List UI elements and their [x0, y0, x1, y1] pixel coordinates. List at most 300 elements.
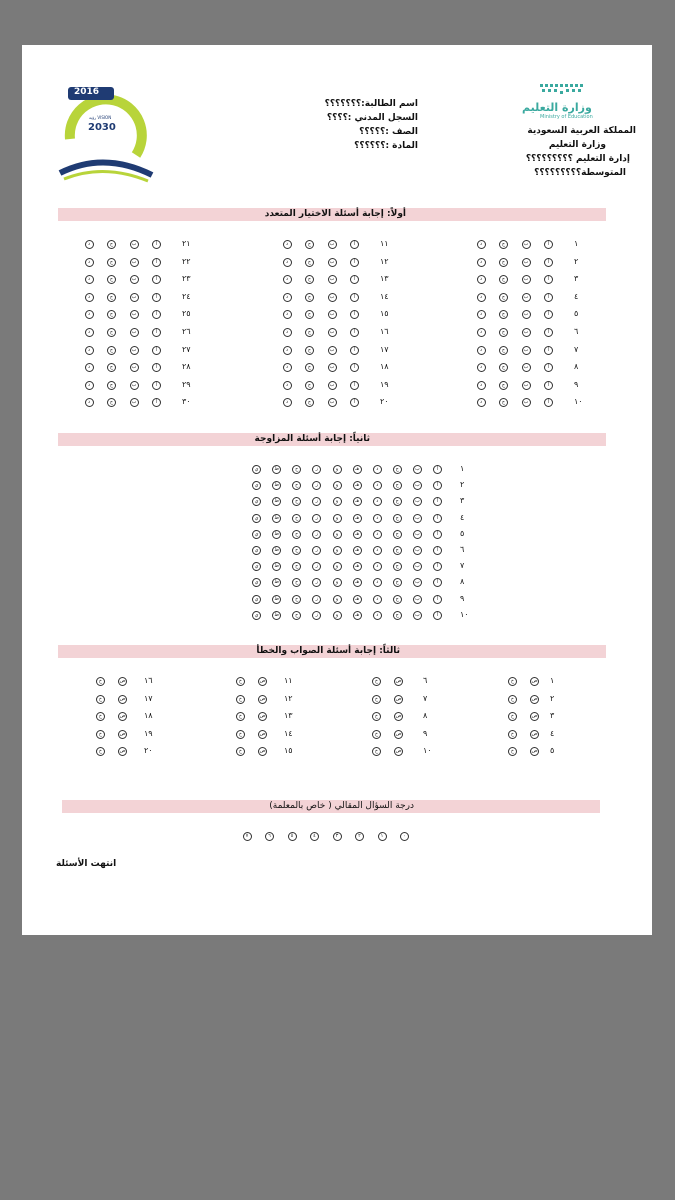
truefalse-option-bubble[interactable]: خ — [372, 695, 381, 704]
essay-grade-bubble[interactable]: ٦ — [265, 832, 274, 841]
mcq-question-number: ١٦ — [380, 327, 389, 336]
mcq-option-bubble[interactable]: أ — [350, 346, 359, 355]
mcq-option-bubble[interactable]: د — [477, 328, 486, 337]
mcq-option-bubble[interactable]: ب — [522, 275, 531, 284]
matching-option-bubble[interactable]: هـ — [353, 481, 362, 490]
mcq-option-bubble[interactable]: ب — [328, 346, 337, 355]
mcq-option-bubble[interactable]: د — [283, 293, 292, 302]
matching-option-bubble[interactable]: د — [373, 595, 382, 604]
matching-option-bubble[interactable]: ي — [252, 481, 261, 490]
truefalse-option-bubble[interactable]: ص — [259, 695, 266, 702]
truefalse-option-bubble[interactable]: خ — [508, 730, 517, 739]
truefalse-option-bubble[interactable]: ص — [395, 748, 402, 755]
truefalse-option-bubble[interactable]: ص — [259, 748, 266, 755]
matching-option-bubble[interactable]: ي — [252, 530, 261, 539]
matching-option-bubble[interactable]: ج — [393, 530, 402, 539]
mcq-option-bubble[interactable]: أ — [152, 240, 161, 249]
mcq-option-bubble[interactable]: د — [477, 381, 486, 390]
truefalse-option-bubble[interactable]: ص — [395, 713, 402, 720]
mcq-option-bubble[interactable]: أ — [152, 363, 161, 372]
mcq-option-bubble[interactable]: د — [477, 293, 486, 302]
matching-option-bubble[interactable]: أ — [433, 546, 442, 555]
truefalse-option-bubble[interactable]: خ — [372, 730, 381, 739]
mcq-option-bubble[interactable]: ج — [107, 381, 116, 390]
mcq-option-bubble[interactable]: د — [85, 293, 94, 302]
truefalse-option-bubble[interactable]: ص — [395, 730, 402, 737]
matching-option-bubble[interactable]: ي — [252, 578, 261, 587]
mcq-section-title: أولاً: إجابة أسئلة الاختيار المتعدد — [264, 209, 406, 219]
mcq-option-bubble[interactable]: د — [283, 346, 292, 355]
mcq-option-bubble[interactable]: ب — [130, 381, 139, 390]
mcq-option-bubble[interactable]: أ — [152, 293, 161, 302]
matching-option-bubble[interactable]: و — [333, 546, 342, 555]
mcq-option-bubble[interactable]: ب — [130, 258, 139, 267]
mcq-option-bubble[interactable]: ج — [107, 346, 116, 355]
truefalse-option-bubble[interactable]: ص — [259, 678, 266, 684]
mcq-option-bubble[interactable]: ب — [328, 293, 337, 302]
matching-option-bubble[interactable]: أ — [433, 465, 442, 474]
truefalse-question-number: ٢ — [550, 693, 555, 703]
truefalse-question-number: ١١ — [284, 676, 293, 685]
matching-option-bubble[interactable]: ب — [413, 530, 422, 539]
truefalse-question-number: ١٩ — [144, 728, 153, 738]
mcq-option-bubble[interactable]: ج — [499, 240, 508, 249]
subject-field: المادة :؟؟؟؟؟؟ — [354, 141, 418, 151]
matching-option-bubble[interactable]: ح — [292, 530, 301, 539]
matching-option-bubble[interactable]: ح — [292, 481, 301, 490]
truefalse-option-bubble[interactable]: ص — [531, 730, 538, 737]
mcq-option-bubble[interactable]: أ — [350, 363, 359, 372]
matching-option-bubble[interactable]: أ — [433, 595, 442, 604]
truefalse-option-bubble[interactable]: ص — [259, 713, 266, 720]
mcq-option-bubble[interactable]: ب — [522, 240, 531, 249]
mcq-option-bubble[interactable]: ب — [130, 293, 139, 302]
truefalse-option-bubble[interactable]: خ — [508, 677, 517, 686]
mcq-option-bubble[interactable]: ج — [107, 363, 116, 372]
mcq-option-bubble[interactable]: ج — [305, 328, 314, 337]
matching-option-bubble[interactable]: ز — [312, 530, 321, 539]
truefalse-option-bubble[interactable]: ص — [531, 678, 538, 684]
mcq-question-number: ٢١ — [182, 239, 191, 248]
mcq-option-bubble[interactable]: ج — [499, 293, 508, 302]
mcq-option-bubble[interactable]: ج — [305, 258, 314, 267]
truefalse-option-bubble[interactable]: خ — [372, 677, 381, 686]
matching-option-bubble[interactable]: ج — [393, 465, 402, 474]
matching-option-bubble[interactable]: د — [373, 546, 382, 555]
matching-option-bubble[interactable]: د — [373, 611, 382, 620]
mcq-option-bubble[interactable]: ب — [522, 293, 531, 302]
matching-option-bubble[interactable]: ز — [312, 562, 321, 571]
matching-option-bubble[interactable]: د — [373, 514, 382, 523]
matching-option-bubble[interactable]: ح — [292, 611, 301, 620]
mcq-question-number: ٢٩ — [182, 379, 191, 389]
mcq-option-bubble[interactable]: أ — [152, 310, 161, 319]
mcq-option-bubble[interactable]: ج — [499, 310, 508, 319]
mcq-option-bubble[interactable]: د — [85, 328, 94, 337]
truefalse-option-bubble[interactable]: خ — [236, 747, 245, 756]
mcq-question-number: ٢٦ — [182, 327, 191, 336]
matching-option-bubble[interactable]: هـ — [353, 497, 362, 506]
mcq-option-bubble[interactable]: أ — [152, 398, 161, 407]
matching-option-bubble[interactable]: ب — [413, 562, 422, 571]
matching-option-bubble[interactable]: ي — [252, 465, 261, 474]
mcq-question-number: ٢٨ — [182, 362, 191, 372]
truefalse-option-bubble[interactable]: ص — [259, 730, 266, 737]
mcq-option-bubble[interactable]: ب — [130, 398, 139, 407]
truefalse-question-number: ٩ — [423, 728, 428, 738]
mcq-option-bubble[interactable]: د — [283, 240, 292, 249]
mcq-option-bubble[interactable]: ج — [499, 363, 508, 372]
mcq-option-bubble[interactable]: د — [85, 240, 94, 249]
matching-option-bubble[interactable]: و — [333, 514, 342, 523]
matching-option-bubble[interactable]: أ — [433, 530, 442, 539]
matching-option-bubble[interactable]: هـ — [353, 578, 362, 587]
matching-option-bubble[interactable]: ج — [393, 595, 402, 604]
truefalse-option-bubble[interactable]: ص — [395, 678, 402, 684]
mcq-option-bubble[interactable]: ب — [130, 310, 139, 319]
matching-option-bubble[interactable]: أ — [433, 481, 442, 490]
matching-option-bubble[interactable]: ط — [272, 546, 281, 555]
mcq-option-bubble[interactable]: ج — [107, 328, 116, 337]
truefalse-option-bubble[interactable]: ص — [395, 695, 402, 702]
essay-grade-bubble[interactable]: ٥ — [288, 832, 297, 841]
mcq-option-bubble[interactable]: ب — [130, 328, 139, 337]
matching-option-bubble[interactable]: ز — [312, 514, 321, 523]
mcq-option-bubble[interactable]: ج — [499, 275, 508, 284]
mcq-option-bubble[interactable]: ب — [328, 275, 337, 284]
mcq-option-bubble[interactable]: د — [477, 258, 486, 267]
matching-option-bubble[interactable]: ط — [272, 514, 281, 523]
matching-option-bubble[interactable]: ز — [312, 595, 321, 604]
mcq-option-bubble[interactable]: ب — [522, 363, 531, 372]
mcq-option-bubble[interactable]: ب — [328, 258, 337, 267]
matching-option-bubble[interactable]: ب — [413, 497, 422, 506]
mcq-option-bubble[interactable]: أ — [544, 346, 553, 355]
matching-option-bubble[interactable]: د — [373, 481, 382, 490]
mcq-option-bubble[interactable]: ب — [328, 398, 337, 407]
matching-option-bubble[interactable]: ي — [252, 514, 261, 523]
matching-option-bubble[interactable]: ج — [393, 611, 402, 620]
mcq-option-bubble[interactable]: أ — [544, 363, 553, 372]
mcq-option-bubble[interactable]: د — [283, 258, 292, 267]
mcq-option-bubble[interactable]: أ — [350, 328, 359, 337]
truefalse-question-number: ٧ — [423, 693, 428, 703]
matching-option-bubble[interactable]: ط — [272, 578, 281, 587]
matching-option-bubble[interactable]: ج — [393, 546, 402, 555]
matching-option-bubble[interactable]: ز — [312, 611, 321, 620]
truefalse-option-bubble[interactable]: خ — [372, 712, 381, 721]
mcq-option-bubble[interactable]: أ — [350, 258, 359, 267]
truefalse-option-bubble[interactable]: خ — [508, 747, 517, 756]
truefalse-option-bubble[interactable]: خ — [236, 677, 245, 686]
mcq-option-bubble[interactable]: ج — [107, 398, 116, 407]
mcq-option-bubble[interactable]: أ — [152, 328, 161, 337]
mcq-option-bubble[interactable]: د — [283, 328, 292, 337]
mcq-option-bubble[interactable]: ج — [499, 328, 508, 337]
matching-option-bubble[interactable]: ز — [312, 497, 321, 506]
matching-option-bubble[interactable]: أ — [433, 497, 442, 506]
truefalse-option-bubble[interactable]: ص — [531, 695, 538, 702]
mcq-question-number: ٣٠ — [182, 397, 191, 407]
mcq-option-bubble[interactable]: ج — [305, 240, 314, 249]
mcq-option-bubble[interactable]: د — [85, 363, 94, 372]
matching-option-bubble[interactable]: هـ — [353, 530, 362, 539]
matching-option-bubble[interactable]: ب — [413, 578, 422, 587]
mcq-option-bubble[interactable]: أ — [350, 240, 359, 249]
matching-question-number: ٩ — [460, 593, 465, 603]
mcq-option-bubble[interactable]: ب — [522, 381, 531, 390]
truefalse-option-bubble[interactable]: خ — [96, 747, 105, 756]
truefalse-option-bubble[interactable]: ص — [119, 713, 126, 720]
mcq-option-bubble[interactable]: ج — [107, 258, 116, 267]
matching-option-bubble[interactable]: و — [333, 562, 342, 571]
mcq-question-number: ٢٢ — [182, 256, 191, 266]
matching-option-bubble[interactable]: هـ — [353, 546, 362, 555]
truefalse-option-bubble[interactable]: ص — [119, 748, 126, 755]
mcq-option-bubble[interactable]: ج — [499, 258, 508, 267]
truefalse-option-bubble[interactable]: ص — [531, 713, 538, 720]
matching-option-bubble[interactable]: ج — [393, 514, 402, 523]
mcq-question-number: ١٨ — [380, 362, 389, 372]
mcq-option-bubble[interactable]: ج — [107, 310, 116, 319]
directorate-label: إدارة التعليم ؟؟؟؟؟؟؟؟؟ — [525, 154, 630, 164]
truefalse-option-bubble[interactable]: خ — [236, 730, 245, 739]
mcq-option-bubble[interactable]: أ — [152, 258, 161, 267]
matching-option-bubble[interactable]: ط — [272, 465, 281, 474]
truefalse-question-number: ١٣ — [284, 711, 293, 721]
matching-option-bubble[interactable]: ي — [252, 611, 261, 620]
mcq-option-bubble[interactable]: ب — [130, 363, 139, 372]
mcq-option-bubble[interactable]: ب — [130, 275, 139, 284]
mcq-option-bubble[interactable]: أ — [350, 275, 359, 284]
truefalse-option-bubble[interactable]: ص — [531, 748, 538, 755]
mcq-option-bubble[interactable]: ج — [305, 275, 314, 284]
mcq-option-bubble[interactable]: ب — [130, 346, 139, 355]
essay-grade-bubble[interactable]: ٧ — [243, 832, 252, 841]
mcq-option-bubble[interactable]: ج — [305, 346, 314, 355]
mcq-option-bubble[interactable]: ج — [305, 381, 314, 390]
matching-option-bubble[interactable]: ب — [413, 514, 422, 523]
mcq-option-bubble[interactable]: ج — [305, 310, 314, 319]
matching-option-bubble[interactable]: ب — [413, 465, 422, 474]
mcq-option-bubble[interactable]: د — [477, 275, 486, 284]
mcq-option-bubble[interactable]: ج — [499, 381, 508, 390]
matching-option-bubble[interactable]: ز — [312, 546, 321, 555]
mcq-option-bubble[interactable]: ج — [107, 275, 116, 284]
essay-grade-bubble[interactable]: ٣ — [333, 832, 342, 841]
matching-option-bubble[interactable]: د — [373, 530, 382, 539]
truefalse-question-number: ١٠ — [423, 746, 432, 756]
truefalse-question-number: ١٦ — [144, 676, 153, 685]
truefalse-option-bubble[interactable]: خ — [96, 677, 105, 686]
mcq-option-bubble[interactable]: أ — [350, 381, 359, 390]
truefalse-option-bubble[interactable]: خ — [372, 747, 381, 756]
truefalse-option-bubble[interactable]: خ — [236, 712, 245, 721]
ministry-english-wordmark: Ministry of Education — [540, 114, 593, 120]
matching-option-bubble[interactable]: د — [373, 497, 382, 506]
mcq-option-bubble[interactable]: ج — [305, 363, 314, 372]
mcq-option-bubble[interactable]: د — [283, 310, 292, 319]
matching-option-bubble[interactable]: هـ — [353, 611, 362, 620]
matching-option-bubble[interactable]: د — [373, 578, 382, 587]
matching-option-bubble[interactable]: و — [333, 530, 342, 539]
mcq-option-bubble[interactable]: د — [477, 363, 486, 372]
matching-question-number: ٦ — [460, 545, 465, 554]
truefalse-option-bubble[interactable]: خ — [96, 712, 105, 721]
mcq-option-bubble[interactable]: أ — [544, 398, 553, 407]
matching-option-bubble[interactable]: و — [333, 481, 342, 490]
truefalse-option-bubble[interactable]: خ — [508, 695, 517, 704]
matching-option-bubble[interactable]: هـ — [353, 562, 362, 571]
matching-option-bubble[interactable]: أ — [433, 611, 442, 620]
matching-option-bubble[interactable]: ي — [252, 497, 261, 506]
mcq-option-bubble[interactable]: ب — [328, 240, 337, 249]
matching-option-bubble[interactable]: ج — [393, 562, 402, 571]
mcq-option-bubble[interactable]: أ — [544, 275, 553, 284]
mcq-option-bubble[interactable]: أ — [544, 240, 553, 249]
truefalse-option-bubble[interactable]: خ — [508, 712, 517, 721]
matching-option-bubble[interactable]: ز — [312, 481, 321, 490]
truefalse-option-bubble[interactable]: خ — [96, 695, 105, 704]
mcq-option-bubble[interactable]: د — [477, 240, 486, 249]
matching-option-bubble[interactable]: و — [333, 497, 342, 506]
matching-option-bubble[interactable]: و — [333, 578, 342, 587]
matching-option-bubble[interactable]: أ — [433, 562, 442, 571]
mcq-option-bubble[interactable]: د — [85, 310, 94, 319]
matching-option-bubble[interactable]: ح — [292, 562, 301, 571]
mcq-option-bubble[interactable]: أ — [544, 310, 553, 319]
mcq-option-bubble[interactable]: د — [283, 398, 292, 407]
mcq-option-bubble[interactable]: د — [85, 346, 94, 355]
mcq-option-bubble[interactable]: د — [477, 346, 486, 355]
matching-question-number: ٧ — [460, 561, 465, 571]
mcq-option-bubble[interactable]: أ — [350, 310, 359, 319]
mcq-option-bubble[interactable]: د — [85, 381, 94, 390]
matching-option-bubble[interactable]: ي — [252, 546, 261, 555]
matching-option-bubble[interactable]: هـ — [353, 465, 362, 474]
mcq-option-bubble[interactable]: أ — [350, 398, 359, 407]
matching-option-bubble[interactable]: أ — [433, 514, 442, 523]
matching-option-bubble[interactable]: هـ — [353, 514, 362, 523]
matching-option-bubble[interactable]: ط — [272, 562, 281, 571]
mcq-option-bubble[interactable]: د — [283, 363, 292, 372]
matching-option-bubble[interactable]: و — [333, 595, 342, 604]
school-label: المتوسطة؟؟؟؟؟؟؟؟؟ — [534, 168, 626, 178]
truefalse-question-number: ١٨ — [144, 711, 153, 721]
mcq-option-bubble[interactable]: أ — [544, 381, 553, 390]
mcq-option-bubble[interactable]: ب — [522, 310, 531, 319]
mcq-question-number: ٨ — [574, 362, 579, 372]
truefalse-option-bubble[interactable]: ص — [119, 678, 126, 684]
mcq-option-bubble[interactable]: أ — [544, 258, 553, 267]
mcq-option-bubble[interactable]: ج — [107, 240, 116, 249]
mcq-option-bubble[interactable]: د — [477, 310, 486, 319]
mcq-question-number: ٢٤ — [182, 291, 191, 301]
essay-grade-bubble[interactable]: ٤ — [310, 832, 319, 841]
mcq-option-bubble[interactable]: د — [85, 258, 94, 267]
mcq-option-bubble[interactable]: د — [477, 398, 486, 407]
matching-option-bubble[interactable]: ي — [252, 562, 261, 571]
mcq-question-number: ١٣ — [380, 274, 389, 284]
mcq-option-bubble[interactable]: ب — [328, 328, 337, 337]
mcq-option-bubble[interactable]: ب — [522, 398, 531, 407]
mcq-option-bubble[interactable]: ج — [499, 346, 508, 355]
mcq-option-bubble[interactable]: ج — [305, 293, 314, 302]
matching-option-bubble[interactable]: أ — [433, 578, 442, 587]
matching-option-bubble[interactable]: ح — [292, 578, 301, 587]
mcq-option-bubble[interactable]: د — [283, 275, 292, 284]
matching-option-bubble[interactable]: ز — [312, 578, 321, 587]
matching-option-bubble[interactable]: ج — [393, 578, 402, 587]
matching-option-bubble[interactable]: ب — [413, 481, 422, 490]
matching-option-bubble[interactable]: ط — [272, 481, 281, 490]
matching-option-bubble[interactable]: ط — [272, 497, 281, 506]
mcq-question-number: ٦ — [574, 327, 579, 336]
mcq-option-bubble[interactable]: ب — [328, 381, 337, 390]
matching-option-bubble[interactable]: ط — [272, 611, 281, 620]
truefalse-question-number: ١٤ — [284, 728, 293, 738]
mcq-option-bubble[interactable]: أ — [152, 381, 161, 390]
mcq-option-bubble[interactable]: د — [85, 398, 94, 407]
mcq-option-bubble[interactable]: أ — [152, 275, 161, 284]
matching-option-bubble[interactable]: ح — [292, 497, 301, 506]
matching-option-bubble[interactable]: ط — [272, 595, 281, 604]
matching-option-bubble[interactable]: ط — [272, 530, 281, 539]
vision-2030-logo — [56, 83, 154, 183]
mcq-option-bubble[interactable]: أ — [544, 328, 553, 337]
mcq-option-bubble[interactable]: ب — [130, 240, 139, 249]
matching-option-bubble[interactable]: هـ — [353, 595, 362, 604]
mcq-option-bubble[interactable]: ج — [499, 398, 508, 407]
matching-option-bubble[interactable]: ب — [413, 611, 422, 620]
mcq-option-bubble[interactable]: أ — [152, 346, 161, 355]
truefalse-option-bubble[interactable]: ص — [119, 730, 126, 737]
matching-option-bubble[interactable]: و — [333, 611, 342, 620]
matching-option-bubble[interactable]: ي — [252, 595, 261, 604]
mcq-option-bubble[interactable]: أ — [350, 293, 359, 302]
matching-option-bubble[interactable]: ب — [413, 546, 422, 555]
matching-option-bubble[interactable]: ج — [393, 497, 402, 506]
matching-option-bubble[interactable]: د — [373, 465, 382, 474]
mcq-option-bubble[interactable]: ب — [522, 328, 531, 337]
matching-option-bubble[interactable]: ح — [292, 465, 301, 474]
essay-grade-bubble[interactable]: ٢ — [355, 832, 364, 841]
mcq-option-bubble[interactable]: د — [85, 275, 94, 284]
mcq-option-bubble[interactable]: د — [283, 381, 292, 390]
matching-option-bubble[interactable]: ج — [393, 481, 402, 490]
essay-grade-bubble[interactable]: ٠ — [400, 832, 409, 841]
matching-option-bubble[interactable]: د — [373, 562, 382, 571]
mcq-option-bubble[interactable]: ب — [328, 363, 337, 372]
mcq-option-bubble[interactable]: أ — [544, 293, 553, 302]
matching-option-bubble[interactable]: ح — [292, 595, 301, 604]
matching-option-bubble[interactable]: و — [333, 465, 342, 474]
essay-grade-bubble[interactable]: ١ — [378, 832, 387, 841]
matching-option-bubble[interactable]: ح — [292, 514, 301, 523]
truefalse-option-bubble[interactable]: خ — [96, 730, 105, 739]
matching-option-bubble[interactable]: ب — [413, 595, 422, 604]
mcq-option-bubble[interactable]: ج — [107, 293, 116, 302]
matching-option-bubble[interactable]: ح — [292, 546, 301, 555]
truefalse-option-bubble[interactable]: خ — [236, 695, 245, 704]
mcq-option-bubble[interactable]: ب — [522, 258, 531, 267]
mcq-question-number: ٢ — [574, 256, 579, 266]
mcq-option-bubble[interactable]: ب — [522, 346, 531, 355]
mcq-option-bubble[interactable]: ج — [305, 398, 314, 407]
truefalse-option-bubble[interactable]: ص — [119, 695, 126, 702]
mcq-option-bubble[interactable]: ب — [328, 310, 337, 319]
matching-option-bubble[interactable]: ز — [312, 465, 321, 474]
